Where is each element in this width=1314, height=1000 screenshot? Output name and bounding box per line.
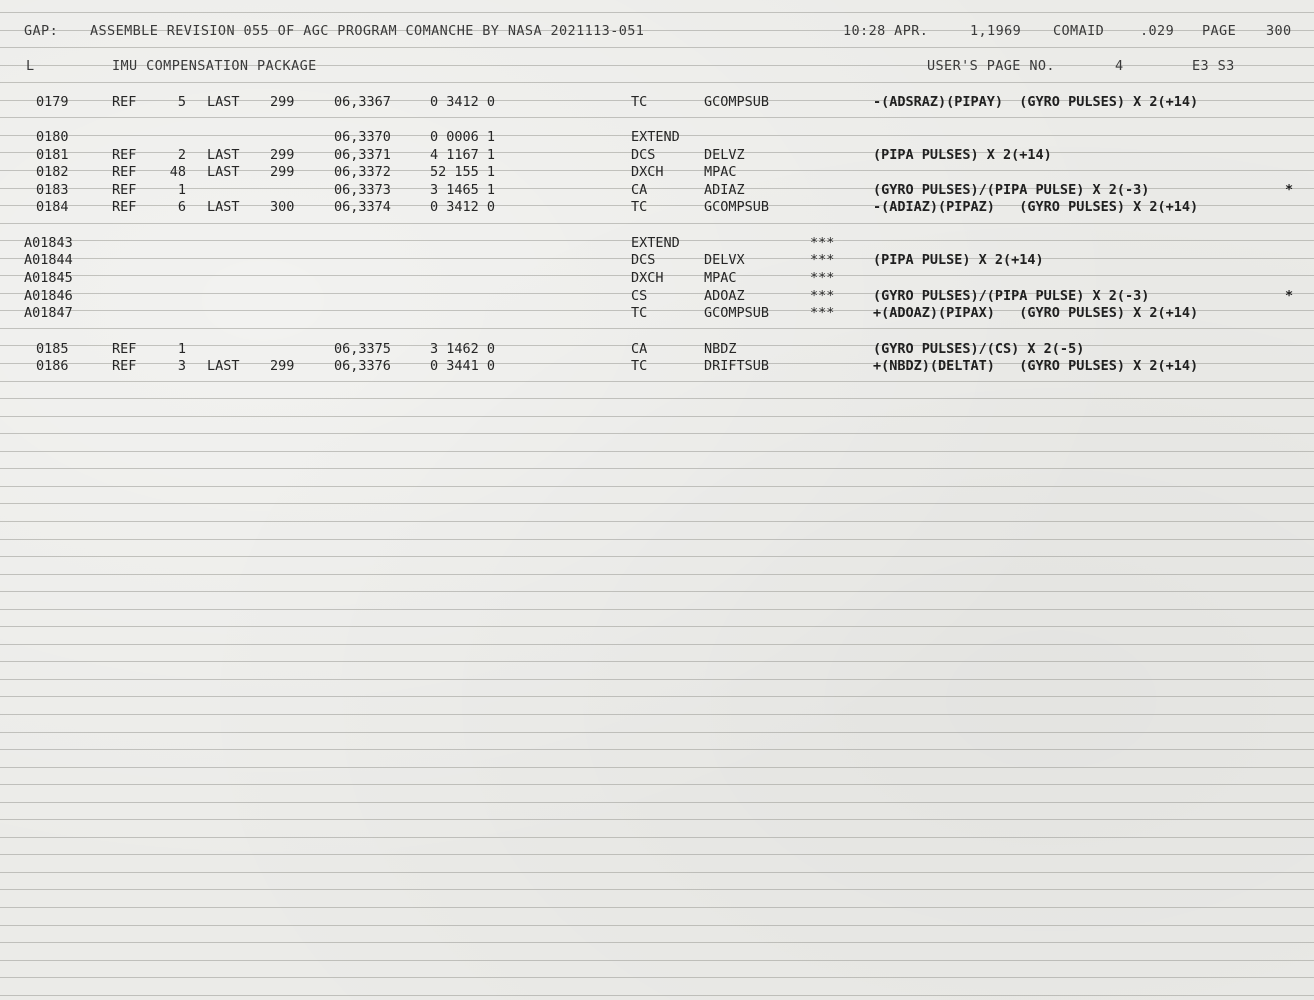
row-address: 06,3373 [334, 182, 391, 198]
row-address: 06,3371 [334, 147, 391, 163]
row-ref-count: 6 [177, 199, 186, 215]
row-last-page: 299 [270, 164, 295, 180]
row-ref-count: 2 [177, 147, 186, 163]
listing-row [0, 358, 1314, 375]
log-flag: L [26, 58, 35, 74]
row-opcode: CA [631, 182, 648, 198]
row-opcode: DXCH [631, 270, 664, 286]
listing-row [0, 147, 1314, 164]
row-operand: DRIFTSUB [704, 358, 770, 374]
rule-line [0, 574, 1314, 575]
row-comment: (GYRO PULSES)/(PIPA PULSE) X 2(-3) [873, 182, 1150, 198]
rule-line [0, 767, 1314, 768]
row-ref-count: 5 [177, 94, 186, 110]
row-machine-code: 0 3412 0 [430, 199, 496, 215]
row-last: LAST [207, 358, 240, 374]
assembly-title: ASSEMBLE REVISION 055 OF AGC PROGRAM COMANCHE BY NASA 2021113-051 [90, 23, 645, 39]
row-opcode: DCS [631, 147, 656, 163]
rule-line [0, 960, 1314, 961]
rule-line [0, 328, 1314, 329]
row-opcode: TC [631, 94, 648, 110]
sheet-code: E3 S3 [1192, 58, 1235, 74]
row-comment: (PIPA PULSES) X 2(+14) [873, 147, 1052, 163]
rule-line [0, 626, 1314, 627]
listing-row [0, 182, 1314, 199]
rule-line [0, 468, 1314, 469]
row-last-page: 299 [270, 147, 295, 163]
listing-row [0, 341, 1314, 358]
row-location: 0183 [36, 182, 69, 198]
row-location: 0184 [36, 199, 69, 215]
row-ref-count: 3 [177, 358, 186, 374]
rule-line [0, 398, 1314, 399]
rule-line [0, 556, 1314, 557]
row-comment: +(ADOAZ)(PIPAX) (GYRO PULSES) X 2(+14) [873, 305, 1199, 321]
row-last: LAST [207, 94, 240, 110]
listing-row [0, 270, 1314, 287]
row-location: A01844 [24, 252, 73, 268]
row-stars: *** [810, 235, 835, 251]
row-stars: *** [810, 305, 835, 321]
rule-line [0, 889, 1314, 890]
row-last: LAST [207, 199, 240, 215]
rule-line [0, 539, 1314, 540]
row-last: LAST [207, 164, 240, 180]
row-ref-count: 1 [177, 341, 186, 357]
user-page-number: 4 [1115, 58, 1124, 74]
row-location: A01846 [24, 288, 73, 304]
row-machine-code: 3 1462 0 [430, 341, 496, 357]
rule-line [0, 117, 1314, 118]
rule-line [0, 591, 1314, 592]
rule-line [0, 749, 1314, 750]
row-ref: REF [112, 358, 137, 374]
rule-line [0, 907, 1314, 908]
row-comment: +(NBDZ)(DELTAT) (GYRO PULSES) X 2(+14) [873, 358, 1199, 374]
section-title: IMU COMPENSATION PACKAGE [112, 58, 317, 74]
row-last-page: 299 [270, 358, 295, 374]
row-ref: REF [112, 94, 137, 110]
rule-line [0, 644, 1314, 645]
row-mark: * [1285, 288, 1294, 304]
rule-line [0, 925, 1314, 926]
row-stars: *** [810, 252, 835, 268]
page-number: 300 [1266, 23, 1292, 39]
row-machine-code: 0 3441 0 [430, 358, 496, 374]
row-ref-count: 48 [169, 164, 186, 180]
row-operand: GCOMPSUB [704, 305, 770, 321]
print-time: 10:28 APR. [843, 23, 929, 39]
rule-line [0, 521, 1314, 522]
row-opcode: DXCH [631, 164, 664, 180]
row-operand: MPAC [704, 164, 737, 180]
header-line [0, 23, 1314, 40]
row-address: 06,3372 [334, 164, 391, 180]
listing-row [0, 94, 1314, 111]
rule-line [0, 784, 1314, 785]
rule-line [0, 837, 1314, 838]
row-opcode: DCS [631, 252, 656, 268]
print-date: 1,1969 [970, 23, 1022, 39]
row-last-page: 299 [270, 94, 295, 110]
row-mark: * [1285, 182, 1294, 198]
row-location: 0186 [36, 358, 69, 374]
row-operand: NBDZ [704, 341, 737, 357]
row-comment: -(ADIAZ)(PIPAZ) (GYRO PULSES) X 2(+14) [873, 199, 1199, 215]
row-opcode: CS [631, 288, 648, 304]
user-id: COMAID [1053, 23, 1105, 39]
subheader-line [0, 58, 1314, 75]
row-machine-code: 0 3412 0 [430, 94, 496, 110]
row-operand: MPAC [704, 270, 737, 286]
rule-line [0, 433, 1314, 434]
listing-row [0, 129, 1314, 146]
user-page-label: USER'S PAGE NO. [927, 58, 1055, 74]
row-machine-code: 52 155 1 [430, 164, 496, 180]
row-stars: *** [810, 270, 835, 286]
row-ref: REF [112, 182, 137, 198]
rule-line [0, 486, 1314, 487]
rule-line [0, 223, 1314, 224]
row-comment: (PIPA PULSE) X 2(+14) [873, 252, 1044, 268]
row-location: 0185 [36, 341, 69, 357]
row-last-page: 300 [270, 199, 295, 215]
row-comment: -(ADSRAZ)(PIPAY) (GYRO PULSES) X 2(+14) [873, 94, 1199, 110]
run-code: .029 [1140, 23, 1175, 39]
rule-line [0, 977, 1314, 978]
row-location: 0180 [36, 129, 69, 145]
row-comment: (GYRO PULSES)/(PIPA PULSE) X 2(-3) [873, 288, 1150, 304]
listing-row [0, 199, 1314, 216]
listing-row [0, 235, 1314, 252]
listing-row [0, 252, 1314, 269]
rule-line [0, 854, 1314, 855]
rule-line [0, 802, 1314, 803]
rule-line [0, 82, 1314, 83]
row-opcode: EXTEND [631, 129, 680, 145]
row-location: A01847 [24, 305, 73, 321]
row-ref: REF [112, 147, 137, 163]
rule-line [0, 451, 1314, 452]
rule-line [0, 942, 1314, 943]
row-address: 06,3376 [334, 358, 391, 374]
row-operand: ADIAZ [704, 182, 745, 198]
row-location: 0182 [36, 164, 69, 180]
row-address: 06,3370 [334, 129, 391, 145]
rule-line [0, 819, 1314, 820]
row-location: 0181 [36, 147, 69, 163]
rule-line [0, 503, 1314, 504]
row-ref: REF [112, 164, 137, 180]
rule-line [0, 609, 1314, 610]
gap-label: GAP: [24, 23, 59, 39]
rule-line [0, 661, 1314, 662]
rule-line [0, 416, 1314, 417]
page-label: PAGE [1202, 23, 1237, 39]
row-machine-code: 3 1465 1 [430, 182, 496, 198]
rule-line [0, 696, 1314, 697]
row-operand: ADOAZ [704, 288, 745, 304]
row-opcode: CA [631, 341, 648, 357]
row-address: 06,3375 [334, 341, 391, 357]
rule-line [0, 12, 1314, 13]
row-operand: GCOMPSUB [704, 94, 770, 110]
row-location: 0179 [36, 94, 69, 110]
row-location: A01843 [24, 235, 73, 251]
rule-line [0, 381, 1314, 382]
row-address: 06,3367 [334, 94, 391, 110]
row-stars: *** [810, 288, 835, 304]
listing-row [0, 164, 1314, 181]
row-opcode: TC [631, 358, 648, 374]
row-opcode: TC [631, 305, 648, 321]
row-machine-code: 0 0006 1 [430, 129, 496, 145]
row-ref: REF [112, 341, 137, 357]
row-ref: REF [112, 199, 137, 215]
row-operand: DELVX [704, 252, 745, 268]
row-operand: GCOMPSUB [704, 199, 770, 215]
rule-line [0, 47, 1314, 48]
listing-row [0, 305, 1314, 322]
row-comment: (GYRO PULSES)/(CS) X 2(-5) [873, 341, 1085, 357]
row-address: 06,3374 [334, 199, 391, 215]
rule-line [0, 732, 1314, 733]
row-ref-count: 1 [177, 182, 186, 198]
rule-line [0, 679, 1314, 680]
rule-line [0, 714, 1314, 715]
row-last: LAST [207, 147, 240, 163]
rule-line [0, 995, 1314, 996]
row-opcode: EXTEND [631, 235, 680, 251]
listing-row [0, 288, 1314, 305]
row-opcode: TC [631, 199, 648, 215]
row-operand: DELVZ [704, 147, 745, 163]
row-machine-code: 4 1167 1 [430, 147, 496, 163]
rule-line [0, 872, 1314, 873]
row-location: A01845 [24, 270, 73, 286]
